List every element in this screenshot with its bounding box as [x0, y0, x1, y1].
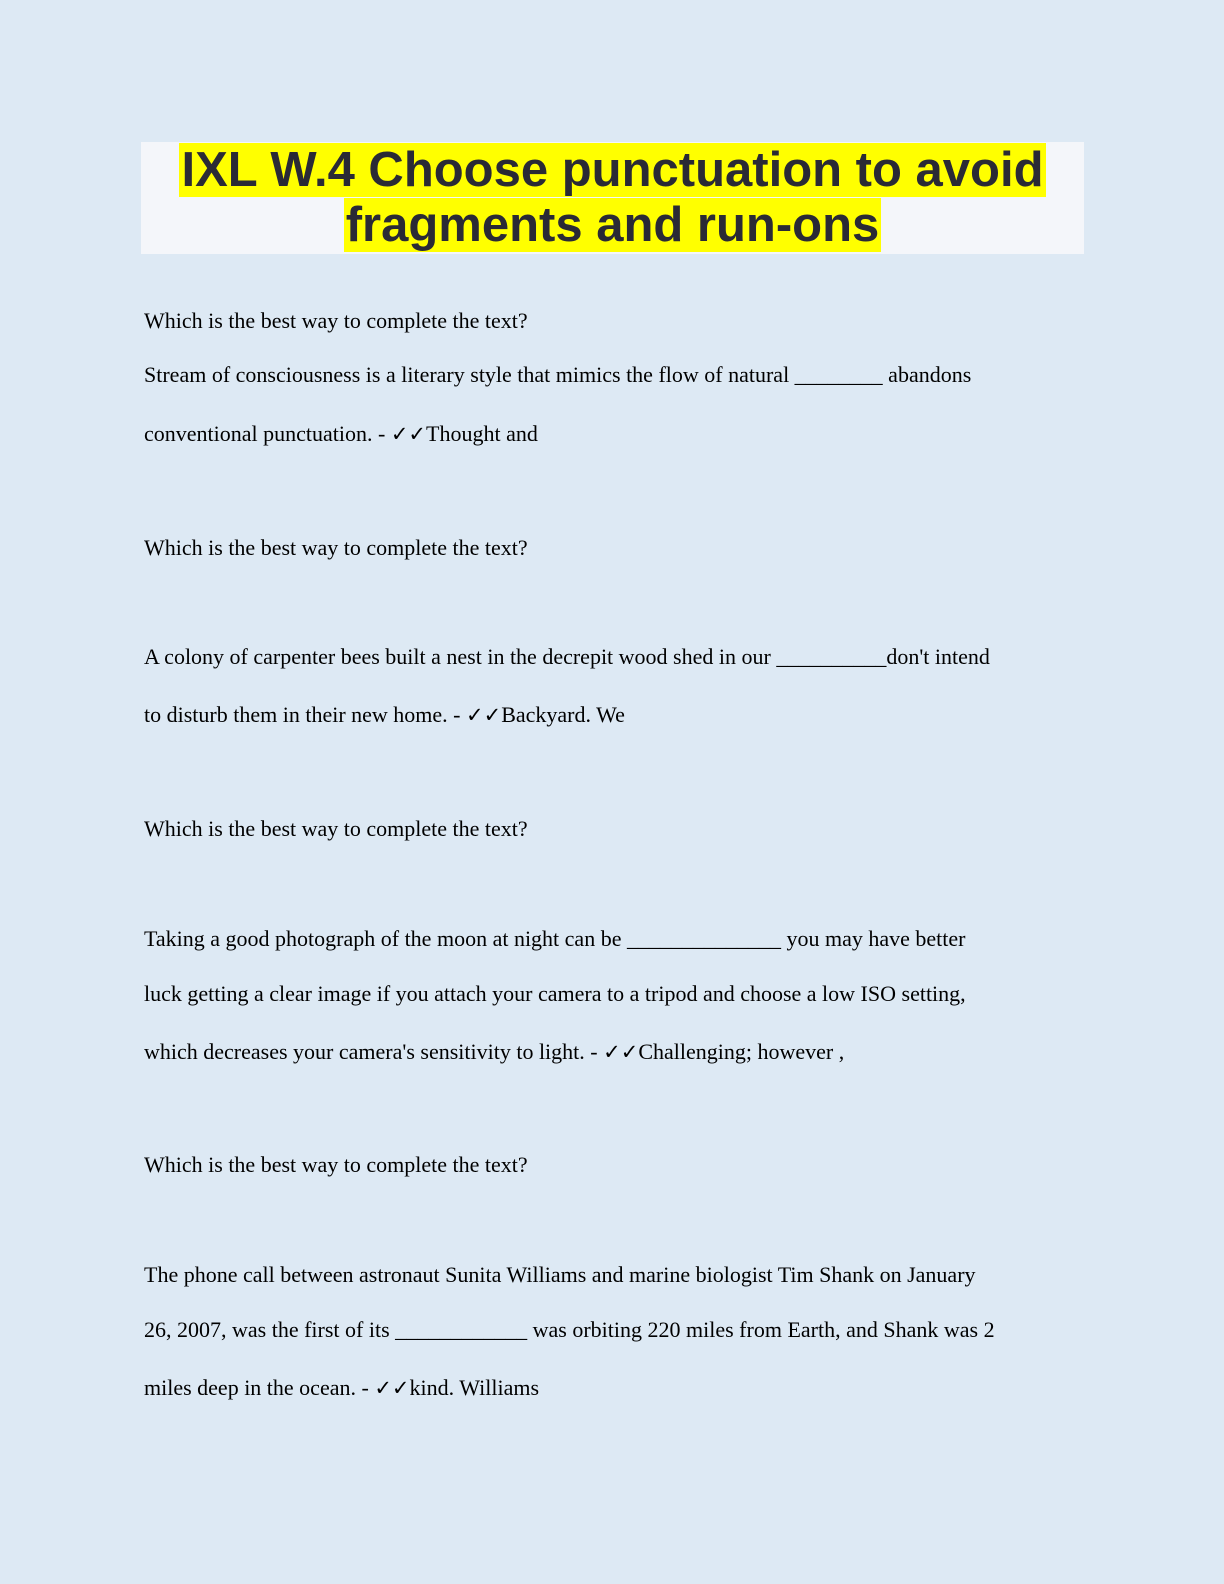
- check-mark-icon: ✓✓: [466, 703, 502, 727]
- document-title: [141, 142, 1084, 254]
- question-2-answer: Backyard. We: [501, 702, 625, 727]
- question-1-text-line-1: Stream of consciousness is a literary style that mimics the flow of natural ________ abandons: [144, 362, 972, 387]
- question-4-answer: kind. Williams: [409, 1375, 540, 1400]
- question-1-prompt: Which is the best way to complete the text?: [144, 308, 528, 333]
- question-4-text-line-1: The phone call between astronaut Sunita Williams and marine biologist Tim Shank on January: [144, 1262, 976, 1287]
- question-4-prompt: Which is the best way to complete the text?: [144, 1152, 528, 1177]
- question-2-text-line-2: to disturb them in their new home. - ✓✓Backyard. We: [144, 702, 625, 727]
- title-line-2: fragments and run-ons: [345, 198, 880, 252]
- question-3-text-line-1: Taking a good photograph of the moon at night can be ______________ you may have better: [144, 926, 966, 951]
- question-4-text-line-3: miles deep in the ocean. - ✓✓kind. Williams: [144, 1375, 540, 1400]
- question-4-text-line-2: 26, 2007, was the first of its ____________ was orbiting 220 miles from Earth, and Shank was 2: [144, 1317, 995, 1342]
- question-3-text-line-2: luck getting a clear image if you attach your camera to a tripod and choose a low ISO setting,: [144, 981, 966, 1006]
- question-1-answer: Thought and: [426, 421, 538, 446]
- question-3-prompt: Which is the best way to complete the text?: [144, 816, 528, 841]
- question-2-text-line-1: A colony of carpenter bees built a nest in the decrepit wood shed in our __________don't intend: [144, 644, 990, 669]
- question-1-text-line-2: conventional punctuation. - ✓✓Thought and: [144, 421, 538, 446]
- question-2-prompt: Which is the best way to complete the text?: [144, 535, 528, 560]
- check-mark-icon: ✓✓: [374, 1376, 410, 1400]
- question-3-text-line-3: which decreases your camera's sensitivity to light. - ✓✓Challenging; however ,: [144, 1039, 845, 1064]
- title-line-1: IXL W.4 Choose punctuation to avoid: [181, 143, 1044, 197]
- question-3-answer: Challenging; however ,: [638, 1039, 845, 1064]
- check-mark-icon: ✓✓: [390, 422, 427, 446]
- check-mark-icon: ✓✓: [603, 1040, 639, 1064]
